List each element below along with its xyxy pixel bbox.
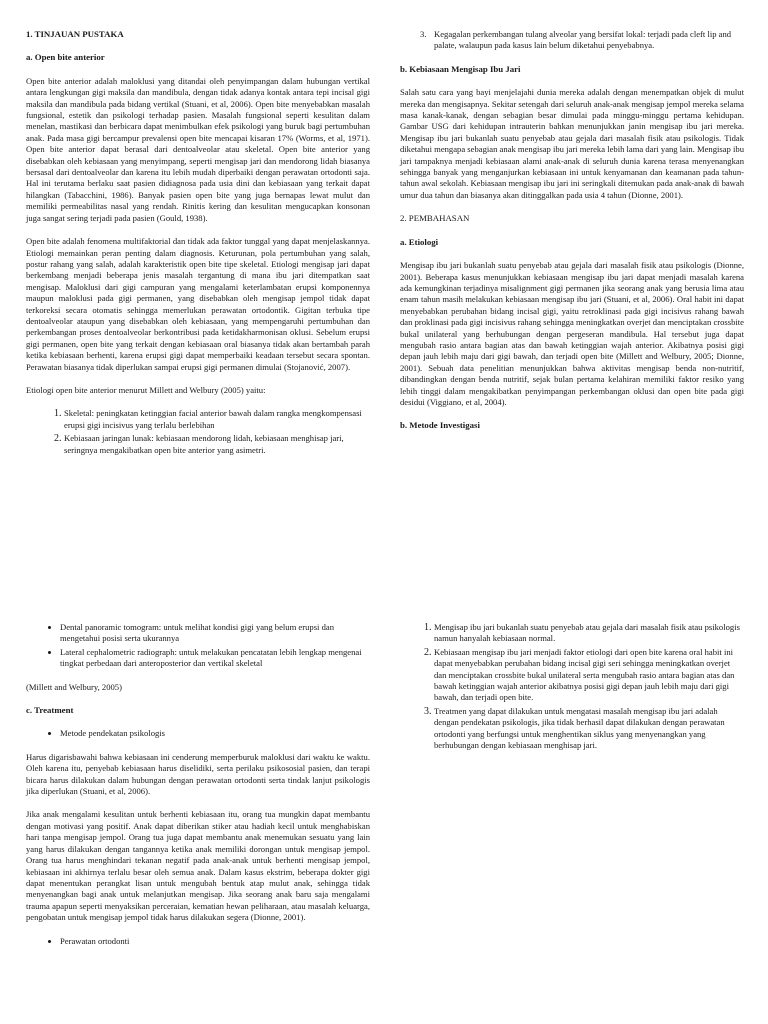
subheading-metode-investigasi: b. Metode Investigasi	[400, 420, 480, 431]
right-column-bottom	[400, 622, 744, 763]
bullet-psychological-approach: • Metode pendekatan psikologis	[60, 728, 370, 739]
subheading-thumb-sucking: b. Kebiasaan Mengisap Ibu Jari	[400, 63, 521, 74]
paragraph-psychological-1: Harus digarisbawahi bahwa kebiasaan ini cenderung memperburuk maloklusi dari waktu ke waktu. Oleh karena itu, penyebab kebiasaan harus diselidiki, serta perilaku psikososial pasien, dan terapi bicara harus dilakukan dalam hubungan dengan perawatan ortodonti serta tindak lanjut psikologis jika diperlukan (Stuani, et al, 2006).	[26, 751, 370, 797]
paragraph-open-bite-definition: Open bite anterior adalah maloklusi yang ditandai oleh penyimpangan dalam hubungan vertikal antara lengkungan gigi maksila dan mandibula, dengan tidak adanya kontak antara tepi incisal gigi maksila dan mandibula pada bidang vertikal (Stuani, et al, 2006). Open bite menyebabkan masalah fungsional, estetik dan psikologi terhadap pasien. Masalah fungsional seperti kesulitan dalam menelan, mastikasi dan berbicara dapat menimbulkan efek psikologi yang buruk bagi pertumbuhan anak. Pada masa gigi bercampur prevalensi open bite mencapai kisaran 17% (Worms, et al, 1971). Open bite anterior dapat berasal dari dentoalveolar atau skeletal. Open bite anterior yang disebabkan oleh kebiasaan yang menyimpang, seperti mengisap jari dan mendorong lidah biasanya bersasal dari dentoalveolar dan karena itu lebih mudah diperbaiki dengan perawatan ortodonti saja. Hal ini terutama berlaku saat pasien didiagnosa pada usia dini dan kebiasaan yang terkait dapat hilangkan (Tabacchini, 1986). Banyak pasien open bite yang juga bernapas lewat mulut dan memiliki permeabilitas nasal yang rendah. Rinitis kering dan kesulitan mengucapkan konsonan juga sangat sering terjadi pada pasien (Gould, 1938).	[26, 75, 370, 223]
subheading-etiologi: a. Etiologi	[400, 236, 439, 247]
paragraph-etiology-intro: Etiologi open bite anterior menurut Millett and Welbury (2005) yaitu:	[26, 384, 266, 395]
list-text: Kegagalan perkembangan tulang alveolar yang bersifat lokal: terjadi pada cleft lip and palate, walaupun pada kasus lain belum diketahui penyebabnya.	[434, 29, 732, 51]
conclusion-item-3: 3. Treatmen yang dapat dilakukan untuk mengatasi masalah mengisap ibu jari adalah dengan pendekatan psikologis, jika tidak berhasil dapat dilakukan dengan perawatan ortodonti yang berfungsi untuk menghentikan siklus yang menyenangkan yang berhubungan dengan kebiasaan menghisap jari.	[434, 706, 744, 752]
investigation-bullets	[26, 622, 370, 670]
treatment-bullet-list	[26, 728, 370, 739]
right-column-top	[400, 29, 744, 444]
etiology-item-skeletal: 1. Skeletal: peningkatan ketinggian facial anterior bawah dalam rangka mengkompensasi erupsi gigi incisivus yang terlalu berlebihan	[64, 408, 370, 431]
bullet-cephalometric: • Lateral cephalometric radiograph: untuk melakukan pencatatan lebih lengkap mengenai tingkat perbedaan dari anteroposterior dan vertikal skeletal	[60, 647, 370, 670]
treatment-bullet-list-2	[26, 936, 370, 947]
bullet-panoramic: • Dental panoramic tomogram: untuk melihat kondisi gigi yang belum erupsi dan mengetahui posisi serta ukurannya	[60, 622, 370, 645]
conclusion-item-2: 2. Kebiasaan mengisap ibu jari menjadi faktor etiologi dari open bite karena oral habit ini dapat menyebabkan perubahan bidang incisal gigi seri sehingga meningkatkan overjet dan menciptakan crossbite bukal unilateral serta mengubah rasio antara bagian atas dan bawah ketinggian wajah anterior akibatnya posisi gigi depan jauh lebih maju dari gigi bawah, dan terjadi open bite.	[434, 647, 744, 704]
list-number: 3.	[420, 29, 427, 39]
paragraph-psychological-2: Jika anak mengalami kesulitan untuk berhenti kebiasaan itu, orang tua mungkin dapat membantu dengan motivasi yang positif. Anak dapat diberikan stiker atau hadiah kecil untuk menghabiskan hari tanpa mengisap jempol. Orang tua juga dapat membantu anak menemukan sesuatu yang lain yang harus dilakukan dengan tangannya ketika anak memiliki dorongan untuk mengisap jempol. Orang tua harus menghindari tekanan negatif pada anak-anak untuk berhenti mengisap jempol, kebiasaan ini akhirnya terlalu besar oleh semua anak. Dalam kasus ekstrim, beberapa dokter gigi dapat menentukan perangkat lisan untuk mengubah bentuk atap mulut anak, sehingga tidak menyenangkan bagi anak untuk melanjutkan mengisap. Jika seorang anak baru saja mengalami trauma apapun seperti menyaksikan perceraian, kematian hewan peliharaan, atau masalah keluarga, pengobatan untuk mengisap jempol tidak harus dilakukan segera (Dionne, 2001).	[26, 809, 370, 923]
conclusion-item-1: 1. Mengisap ibu jari bukanlah suatu penyebab atau gejala dari masalah fisik atau psikologis namun hanyalah kebiasaan normal.	[434, 622, 744, 645]
subheading-treatment: c. Treatment	[26, 705, 74, 716]
subheading-open-bite: a. Open bite anterior	[26, 52, 105, 63]
left-column-bottom	[26, 622, 370, 959]
bullet-orthodontic: • Perawatan ortodonti	[60, 936, 370, 947]
conclusion-list	[400, 622, 744, 751]
section-heading-tinjauan: 1. TINJAUAN PUSTAKA	[26, 29, 124, 39]
paragraph-thumb-sucking: Salah satu cara yang bayi menjelajahi dunia mereka adalah dengan menempatkan objek di mulut mereka dan mengisapnya. Sekitar setengah dari seluruh anak-anak mengisap jempol mereka selama masa kanak-kanak, dengan sebagian besar dimulai pada minggu-minggu pertama kehidupan. Gambar USG dari kehidupan intrauterin bahkan menunjukkan janin mengisap ibu jari mereka. Mengisap ibu jari bukanlah suatu penyebab atau gejala dari masalah fisik atau psikologis. Tidak diketahui mengapa sebagian anak mengisap ibu jari mereka lebih lama dari yang lain. Mengisap ibu jari tampaknya menjadi kebiasaan alami anak-anak di seluruh dunia karena terasa menyenangkan sehingga banyak yang menganjurkan kebiasaan ini untuk kenyamanan dan keamanan pada tahun-tahun awal sekolah. Kebiasaan mengisap ibu jari ini seringkali ditemukan pada anak-anak di bawah umur dua tahun dan biasanya akan ditinggalkan pada usia 4 tahun (Dionne, 2001).	[400, 87, 744, 200]
paragraph-etiologi: Mengisap ibu jari bukanlah suatu penyebab atau gejala dari masalah fisik atau psikologis (Dionne, 2001). Beberapa kasus menunjukkan kebiasaan mengisap ibu jari dapat menjadi masalah karena ada kemungkinan terjadinya misalignment gigi permanen jika seorang anak yang berusia lima atau enam tahun masih melakukan kebiasaan mengisap ibu jari (Stuani, et al, 2006). Oral habit ini dapat menyebabkan perubahan bidang incisal gigi, yaitu retroklinasi pada gigi incisivus rahang bawah dan proklinasi pada gigi incisivus rahang sehingga meningkatkan overjet dan menciptakan crossbite bukal unilateral yang berhubungan dengan pergeseran mandibula. Hal tersebut juga dapat mengubah rasio antara bagian atas dan bawah ketinggian wajah anterior. Akibatnya posisi gigi depan jauh lebih maju dari gigi bawah, dan terjadi open bite (Millett and Welbury, 2005; Dionne, 2001). Sebuah data penelitian menunjukkan bahwa aktivitas mengisap benda non-nutritif, dibandingkan dengan benda nutritif, sejak bulan pertama kelahiran memiliki faktor resiko yang lebih tinggi dalam mengakibatkan penyimpangan perkembangan oklusi dan open bite pada gigi desidui (Viggiano, et al, 2004).	[400, 260, 744, 407]
paragraph-open-bite-etiology: Open bite adalah fenomena multifaktorial dan tidak ada faktor tunggal yang dapat menjelaskannya. Etiologi memainkan peran penting dalam diagnosis. Keturunan, pola pertumbuhan yang salah, postur rahang yang salah, adalah karakteristik open bite tipe skeletal. Etiologi mengisap jari dapat berkembang menjadi beberapa jenis masalah tergantung di mana ibu jari ditempatkan saat mengisap. Maloklusi dari gigi campuran yang mengalami keterlambatan erupsi komponennya maupun maloklusi pada gigi permanen, yang disebabkan oleh mengisap jempol tidak dapat terkoreksi secara otomatis sehingga memerlukan perawatan ortodontik. Gigitan terbuka tipe dentoalveolar ataupun yang disebabkan oleh kebiasaan, yang mempengaruhi pertumbuhan dan perkembangan proses dentoalveolar berkontribusi pada ketidakharmonisan oklusi. Sebelum erupsi gigi permanen, open bite yang terkait dengan kebiasaan oral biasanya tidak akan bertambah parah ketika kebiasaan berhenti, karena erupsi gigi dapat memperbaiki keadaan tersebut secara spontan. Perawatan biasanya tidak diperlukan sampai erupsi gigi permanen dimulai (Stojanović, 2007).	[26, 236, 370, 372]
etiology-item-soft-tissue: 2. Kebiasaan jaringan lunak: kebiasaan mendorong lidah, kebiasaan menghisap jari, seringnya mengakibatkan open bite anterior yang asimetri.	[64, 433, 370, 456]
etiology-list	[26, 408, 370, 456]
citation-millett: (Millett and Welbury, 2005)	[26, 681, 122, 692]
left-column-top	[26, 29, 370, 468]
etiology-item-alveolar	[400, 29, 744, 52]
section-heading-pembahasan: 2. PEMBAHASAN	[400, 213, 470, 224]
